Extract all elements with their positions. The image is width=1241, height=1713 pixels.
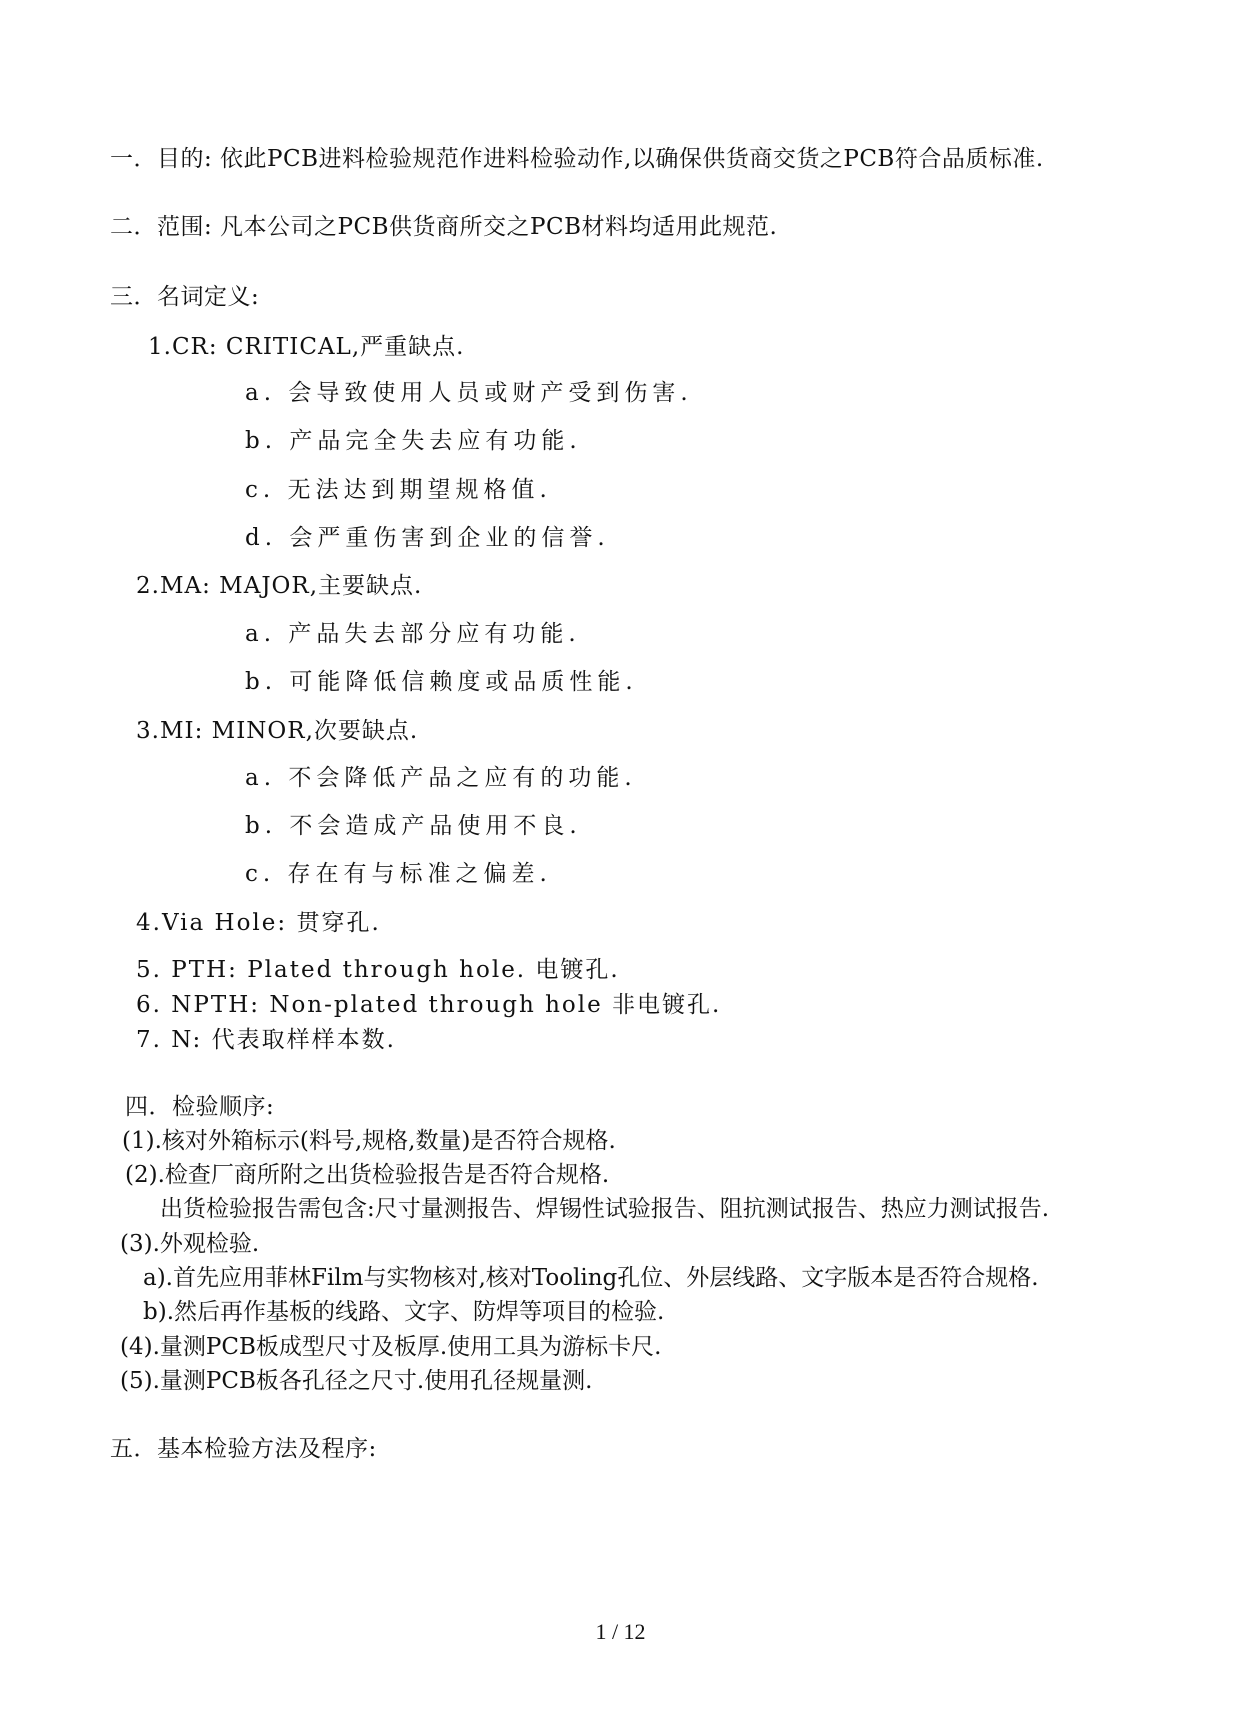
section-method-title: 五．基本检验方法及程序: [110,1436,377,1462]
definition-mi-item: a. 不会降低产品之应有的功能. [245,765,637,791]
definition-cr-item: c. 无法达到期望规格值. [245,477,552,503]
definition-mi-item: c. 存在有与标准之偏差. [245,861,552,887]
section-scope: 二．范围: 凡本公司之PCB供货商所交之PCB材料均适用此规范. [110,214,778,240]
definition-cr: 1.CR: CRITICAL,严重缺点. [148,334,465,360]
sequence-step: (5).量测PCB板各孔径之尺寸.使用孔径规量测. [120,1368,593,1394]
page-number: 1 / 12 [595,1619,646,1644]
definition-via-hole: 4.Via Hole: 贯穿孔. [136,910,381,936]
sequence-step: (2).检查厂商所附之出货检验报告是否符合规格. [125,1162,610,1188]
sequence-step-note: 出货检验报告需包含:尺寸量测报告、焊锡性试验报告、阻抗测试报告、热应力测试报告. [160,1196,1050,1222]
definition-npth: 6. NPTH: Non-plated through hole 非电镀孔. [136,992,722,1018]
sequence-step: (1).核对外箱标示(料号,规格,数量)是否符合规格. [122,1128,616,1154]
definition-mi: 3.MI: MINOR,次要缺点. [136,718,419,744]
definition-ma: 2.MA: MAJOR,主要缺点. [136,573,423,599]
section-purpose: 一．目的: 依此PCB进料检验规范作进料检验动作,以确保供货商交货之PCB符合品质标准. [110,146,1044,172]
definition-cr-item: d. 会严重伤害到企业的信誉. [245,525,610,551]
definition-n: 7. N: 代表取样样本数. [136,1027,396,1053]
definition-ma-item: a. 产品失去部分应有功能. [245,621,581,647]
sequence-step: (3).外观检验. [120,1231,260,1257]
section-sequence-title: 四．检验顺序: [125,1094,275,1120]
definition-pth: 5. PTH: Plated through hole. 电镀孔. [136,957,620,983]
definition-cr-item: a. 会导致使用人员或财产受到伤害. [245,380,693,406]
definition-ma-item: b. 可能降低信赖度或品质性能. [245,669,638,695]
definition-mi-item: b. 不会造成产品使用不良. [245,813,582,839]
sequence-step: (4).量测PCB板成型尺寸及板厚.使用工具为游标卡尺. [120,1334,662,1360]
sequence-substep: a).首先应用菲林Film与实物核对,核对Tooling孔位、外层线路、文字版本是否符合规格. [143,1265,1039,1291]
sequence-substep: b).然后再作基板的线路、文字、防焊等项目的检验. [143,1299,665,1325]
definition-cr-item: b. 产品完全失去应有功能. [245,428,582,454]
section-definitions-title: 三．名词定义: [110,284,260,310]
